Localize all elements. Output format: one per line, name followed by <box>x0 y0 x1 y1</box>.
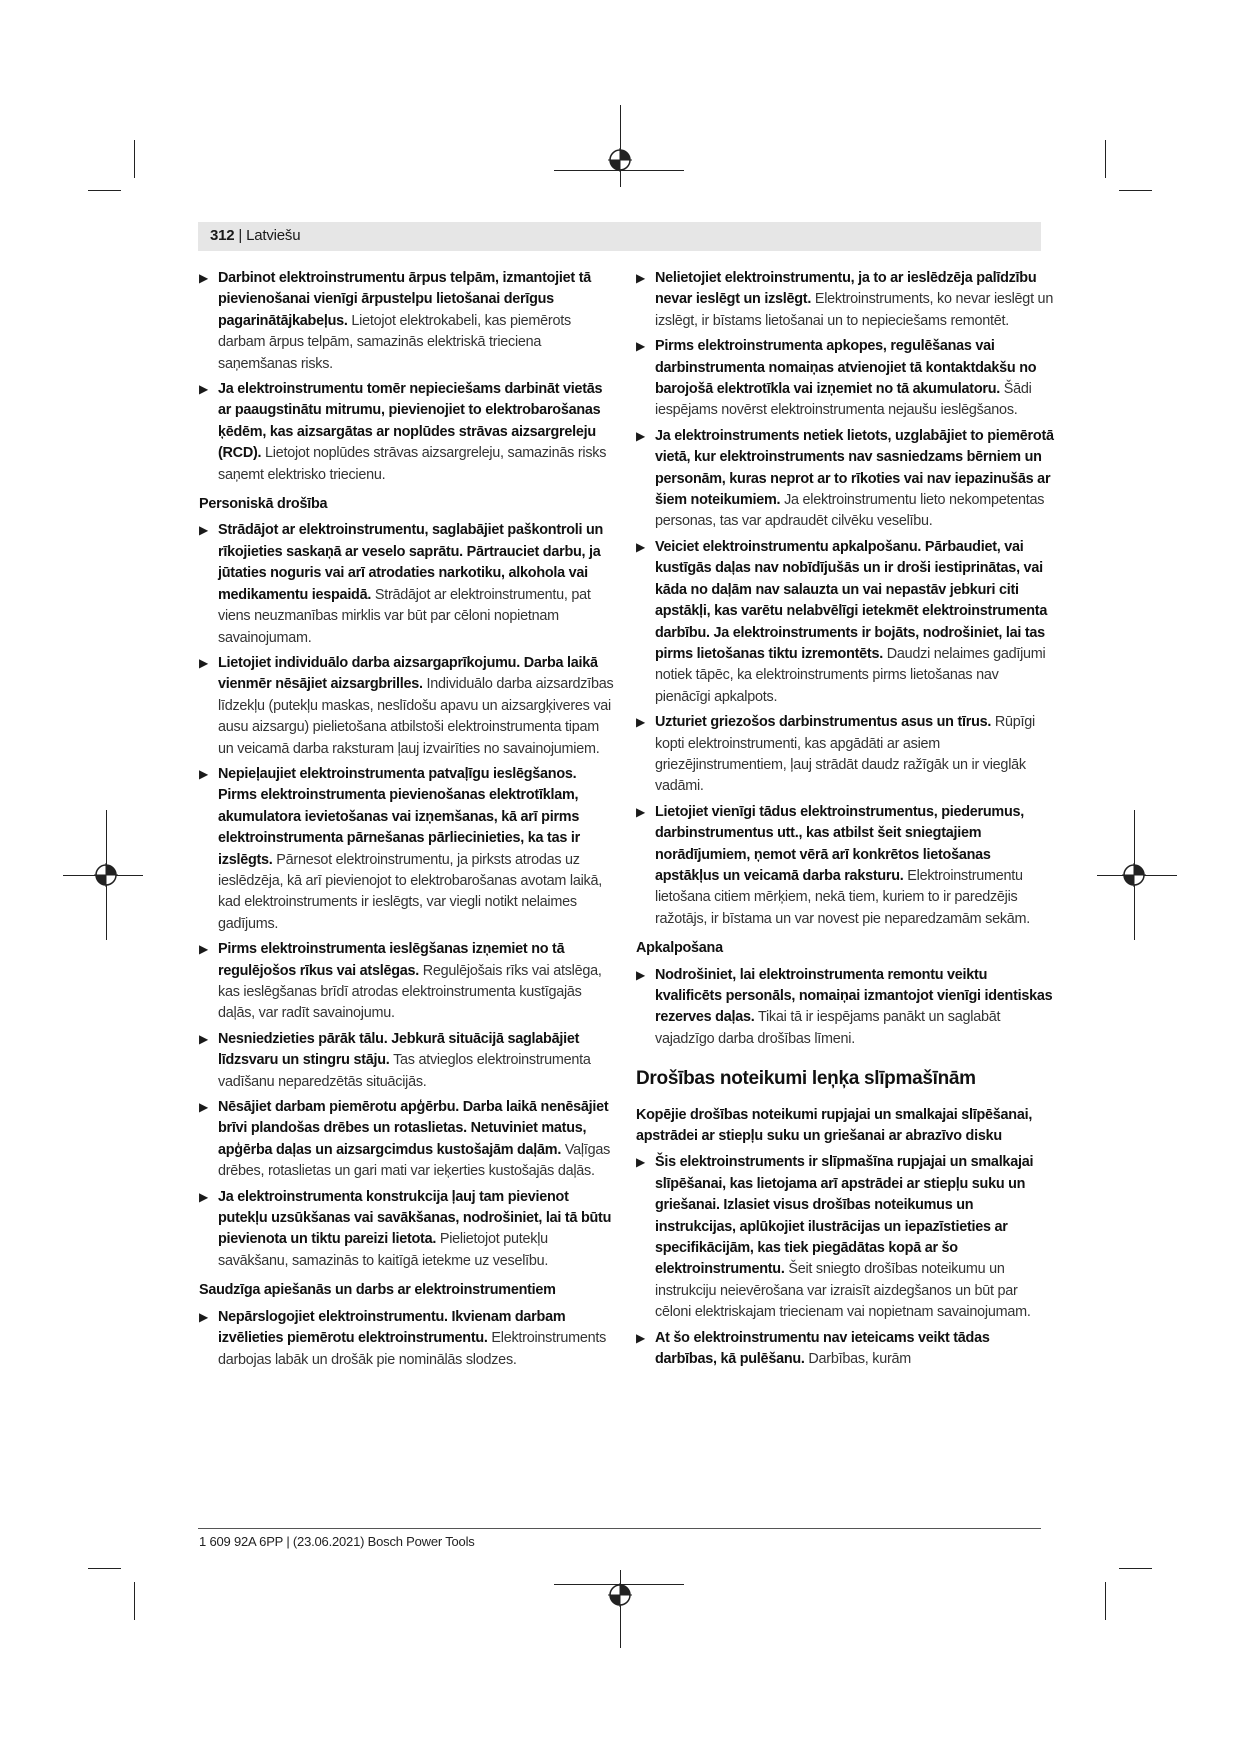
instruction-bold-text: Strādājot ar elektroinstrumentu, saglabājiet paškontroli un rīkojieties saskaņā ar veselo saprātu. Pārtrauciet darbu, ja jūtaties noguris vai arī atrodaties narkotiku, alkohola vai medikamentu iespaidā. <box>218 522 604 603</box>
registration-target-icon <box>94 863 118 887</box>
safety-instruction <box>636 336 1054 422</box>
instruction-explanation-text: Tikai tā ir iespējams panākt un saglabāt vajadzīgo darba drošības līmeni. <box>655 1009 1001 1047</box>
safety-instruction <box>636 426 1054 533</box>
heading-service: Apkalpošana <box>636 940 723 957</box>
bullet-arrow-icon: ▶ <box>636 428 645 443</box>
instruction-bold-text: Šis elektroinstruments ir slīpmašīna rupjajai un smalkajai slīpēšanai, kas lietojama arī apstrādei ar stiepļu suku un griešanai. Izlasiet visus drošības noteikumus un instrukcijas, aplūkojiet ilustrācijas un iepazīstieties ar specifikācijām, kas tiek piegādātas kopā ar šo elektroinstrumentu. <box>655 1154 1034 1278</box>
crop-mark-bl-v <box>134 1582 135 1620</box>
page-header-bar <box>198 222 1041 251</box>
instruction-bold-text: At šo elektroinstrumentu nav ieteicams veikt tādas darbības, kā pulēšanu. <box>655 1329 990 1368</box>
safety-instruction <box>636 802 1054 930</box>
reg-bottom-vline <box>620 1570 621 1648</box>
bullet-arrow-icon: ▶ <box>199 382 208 397</box>
safety-instruction <box>199 939 617 1025</box>
bullet-arrow-icon: ▶ <box>636 339 645 354</box>
instruction-explanation-text: Elektroinstrumentu lietošana citiem mērķiem, nekā tiem, kuriem to ir paredzējis ražotājs, ir bīstama un var novest pie neparedzamām sekām. <box>655 867 1031 927</box>
bullet-arrow-icon: ▶ <box>636 804 645 819</box>
heading-personal-safety: Personiskā drošība <box>199 496 328 513</box>
instruction-explanation-text: Tas atvieglos elektroinstrumenta vadīšanu neparedzētās situācijās. <box>218 1052 591 1090</box>
reg-top-vline <box>620 105 621 187</box>
instruction-bold-text: Darbinot elektroinstrumentu ārpus telpām, izmantojiet tā pievienošanai vienīgi ārpustelpu lietošanai derīgus pagarinātājkabeļus. <box>218 270 592 329</box>
instruction-bold-text: Ja elektroinstrumentu tomēr nepieciešams darbināt vietās ar paaugstinātu mitrumu, pievienojiet to elektrobarošanas ķēdēm, kas aizsargātas ar noplūdes strāvas aizsargreleju (RCD). <box>218 381 603 462</box>
header-language: Latviešu <box>246 227 301 244</box>
safety-instruction <box>199 268 617 375</box>
bullet-arrow-icon: ▶ <box>199 1309 208 1324</box>
instruction-explanation-text: Lietojot elektrokabeli, kas piemērots darbam ārpus telpām, samazinās elektriskā trieciena saņemšanas risks. <box>218 312 571 372</box>
bullet-arrow-icon: ▶ <box>199 1189 208 1204</box>
safety-instruction <box>636 712 1054 798</box>
subsection-title: Kopējie drošības noteikumi rupjajai un smalkajai slīpēšanai, apstrādei ar stiepļu suku un griešanai ar abrazīvo disku <box>636 1106 1033 1145</box>
crop-mark-br-h <box>1119 1568 1152 1569</box>
instruction-bold-text: Veiciet elektroinstrumentu apkalpošanu. Pārbaudiet, vai kustīgās daļas nav nobīdījušās un ir droši iestiprinātas, vai kāda no daļām nav salauzta un vai nepastāv jebkuri citi apstākļi, kas varētu nelabvēlīgi ietekmēt elektroinstrumenta darbību. Ja elektroinstruments ir bojāts, nodrošiniet, lai tas pirms lietošanas tiktu izremontēts. <box>655 538 1048 662</box>
instruction-explanation-text: Pielietojot putekļu savākšanu, samazinās to kaitīgā ietekme uz veselību. <box>218 1231 549 1269</box>
crop-mark-tl-v <box>134 140 135 178</box>
registration-target-icon <box>608 148 632 172</box>
safety-instruction <box>199 1307 617 1371</box>
bullet-arrow-icon: ▶ <box>199 942 208 957</box>
bullet-arrow-icon: ▶ <box>636 1330 645 1345</box>
left-list-c <box>199 1307 617 1371</box>
safety-instruction <box>636 965 1054 1051</box>
instruction-bold-text: Ja elektroinstruments netiek lietots, uzglabājiet to piemērotā vietā, kur elektroinstruments nav sasniedzams bērniem un personām, kuras neprot ar to rīkoties vai nav iepazinušās ar šiem noteikumiem. <box>655 427 1054 509</box>
instruction-bold-text: Uzturiet griezošos darbinstrumentus asus un tīrus. <box>655 714 992 731</box>
left-list-b <box>199 520 617 1272</box>
section-title: Drošības noteikumi leņķa slīpmašīnām <box>636 1068 976 1090</box>
instruction-bold-text: Nēsājiet darbam piemērotu apģērbu. Darba laikā nenēsājiet brīvi plandošas drēbes un rotaslietas. Netuviniet matus, apģērba daļas un aizsargcimdus kustošajām daļām. <box>218 1099 609 1158</box>
bullet-arrow-icon: ▶ <box>199 271 208 285</box>
page-header <box>210 227 300 244</box>
safety-instruction <box>636 1328 1054 1371</box>
bullet-arrow-icon: ▶ <box>199 655 208 670</box>
crop-mark-tl-h <box>88 190 121 191</box>
heading-careful-use: Saudzīga apiešanās un darbs ar elektroinstrumentiem <box>199 1282 556 1299</box>
bullet-arrow-icon: ▶ <box>199 1031 208 1046</box>
left-list-a <box>199 268 617 486</box>
instruction-bold-text: Nepieļaujiet elektroinstrumenta patvaļīgu ieslēgšanos. Pirms elektroinstrumenta pievienošanas elektrotīklam, akumulatora ievietošanas vai izņemšanas, kā arī pirms elektroinstrumenta pārnešanas pārliecinieties, ka tas ir izslēgts. <box>218 765 580 868</box>
bullet-arrow-icon: ▶ <box>636 1155 645 1170</box>
bullet-arrow-icon: ▶ <box>636 715 645 730</box>
instruction-explanation-text: Elektroinstruments, ko nevar ieslēgt un izslēgt, ir bīstams lietošanai un to nepieciešams remontēt. <box>655 291 1054 329</box>
page-number: 312 <box>210 227 235 244</box>
instruction-explanation-text: Strādājot ar elektroinstrumentu, pat viens neuzmanības mirklis var būt par cēloni nopietnam savainojumam. <box>218 586 591 646</box>
instruction-explanation-text: Šādi iespējams novērst elektroinstrumenta nejaušu ieslēgšanos. <box>655 381 1032 419</box>
page-footer: 1 609 92A 6PP | (23.06.2021) Bosch Power Tools <box>199 1534 475 1549</box>
safety-instruction <box>636 537 1054 708</box>
registration-target-icon <box>1122 863 1146 887</box>
instruction-explanation-text: Šeit sniegto drošības noteikumu un instrukciju neievērošana var izraisīt aizdegšanos un būt par cēloni elektriskajam triecienam vai nopietnam savainojumam. <box>655 1261 1031 1321</box>
crop-mark-bl-h <box>88 1568 121 1569</box>
safety-instruction <box>636 1152 1054 1323</box>
crop-mark-br-v <box>1105 1582 1106 1620</box>
bullet-arrow-icon: ▶ <box>199 1100 208 1115</box>
instruction-bold-text: Ja elektroinstrumenta konstrukcija ļauj tam pievienot putekļu uzsūkšanas vai savākšanas, nodrošiniet, lai tā būtu pievienota un tiktu pareizi lietota. <box>218 1188 612 1248</box>
crop-mark-tr-h <box>1119 190 1152 191</box>
instruction-bold-text: Lietojiet vienīgi tādus elektroinstrumentus, piederumus, darbinstrumentus utt., kas atbilst šeit sniegtajiem norādījumiem, ņemot vērā arī konkrētos lietošanas apstākļus un veicamā darba raksturu. <box>655 803 1025 884</box>
bullet-arrow-icon: ▶ <box>199 523 208 538</box>
instruction-bold-text: Lietojiet individuālo darba aizsargaprīkojumu. Darba laikā vienmēr nēsājiet aizsargbrilles. <box>218 654 598 693</box>
instruction-explanation-text: Lietojot noplūdes strāvas aizsargreleju, samazinās risks saņemt elektrisko triecienu. <box>218 445 607 483</box>
instruction-explanation-text: Pārnesot elektroinstrumentu, ja pirksts atrodas uz ieslēdzēja, kā arī pievienojot to elektrobarošanas avotam laikā, kad elektroinstruments ir ieslēgts, var viegli notikt nelaimes gadījums. <box>218 851 602 932</box>
footer-divider <box>198 1528 1041 1529</box>
instruction-bold-text: Nelietojiet elektroinstrumentu, ja to ar ieslēdzēja palīdzību nevar ieslēgt un izslēgt. <box>655 270 1037 308</box>
instruction-bold-text: Nesniedzieties pārāk tālu. Jebkurā situācijā saglabājiet līdzsvaru un stingru stāju. <box>218 1030 580 1069</box>
safety-instruction <box>199 520 617 648</box>
left-column <box>199 268 617 1375</box>
bullet-arrow-icon: ▶ <box>636 271 645 285</box>
instruction-explanation-text: Individuālo darba aizsardzības līdzekļu (putekļu maskas, neslīdošu apavu un aizsargķiveres vai ausu aizsargu) pielietošana atbilstoši elektroinstrumenta tipam un veicamā darba raksturam ļauj izvairīties no savainojumiem. <box>218 676 614 757</box>
instruction-explanation-text: Rūpīgi kopti elektroinstrumenti, kas apgādāti ar asiem griezējinstrumentiem, ļauj strādāt daudz ražīgāk un ir vieglāk vadāmi. <box>655 714 1035 795</box>
safety-instruction <box>199 1187 617 1273</box>
instruction-explanation-text: Ja elektroinstrumentu lieto nekompetentas personas, tas var apdraudēt cilvēku veselību. <box>655 492 1045 530</box>
right-list-b <box>636 965 1054 1051</box>
right-list-c <box>636 1152 1054 1370</box>
bullet-arrow-icon: ▶ <box>636 539 645 554</box>
instruction-explanation-text: Vaļīgas drēbes, rotaslietas un gari mati var ieķerties kustošajās daļās. <box>218 1141 611 1180</box>
bullet-arrow-icon: ▶ <box>199 766 208 781</box>
safety-instruction <box>199 764 617 935</box>
bullet-arrow-icon: ▶ <box>636 967 645 982</box>
header-separator: | <box>238 227 243 244</box>
instruction-bold-text: Nodrošiniet, lai elektroinstrumenta remontu veiktu kvalificēts personāls, nomaiņai izmantojot vienīgi identiskas rezerves daļas. <box>655 966 1053 1026</box>
instruction-explanation-text: Daudzi nelaimes gadījumi notiek tāpēc, ka elektroinstruments pirms lietošanas nav pienācīgi apkalpots. <box>655 645 1046 705</box>
safety-instruction <box>199 1097 617 1183</box>
registration-target-icon <box>608 1583 632 1607</box>
instruction-explanation-text: Darbības, kurām <box>808 1351 912 1368</box>
crop-mark-tr-v <box>1105 140 1106 178</box>
safety-instruction <box>636 268 1054 332</box>
right-column <box>636 268 1054 1375</box>
instruction-bold-text: Pirms elektroinstrumenta ieslēgšanas izņemiet no tā regulējošos rīkus vai atslēgas. <box>218 941 565 979</box>
instruction-bold-text: Nepārslogojiet elektroinstrumentu. Ikvienam darbam izvēlieties piemērotu elektroinstrumentu. <box>218 1308 566 1347</box>
right-list-a <box>636 268 1054 930</box>
instruction-bold-text: Pirms elektroinstrumenta apkopes, regulēšanas vai darbinstrumenta nomaiņas atvienojiet tā kontaktdakšu no barojošā elektrotīkla vai izņemiet no tā akumulatoru. <box>655 338 1037 398</box>
instruction-explanation-text: Regulējošais rīks vai atslēga, kas ieslēgšanas brīdī atrodas elektroinstrumenta kustīgajās daļās, var radīt savainojumu. <box>218 962 602 1022</box>
instruction-explanation-text: Elektroinstruments darbojas labāk un drošāk pie nominālās slodzes. <box>218 1330 607 1368</box>
safety-instruction <box>199 379 617 486</box>
safety-instruction <box>199 1029 617 1093</box>
safety-instruction <box>199 653 617 760</box>
